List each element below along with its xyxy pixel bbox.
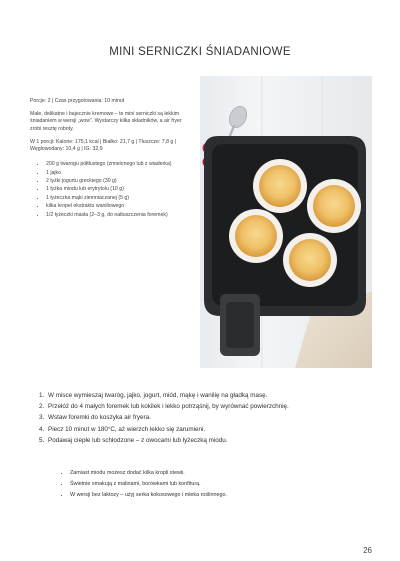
page-number: 26 xyxy=(363,546,372,555)
recipe-info-column xyxy=(30,98,190,220)
recipe-meta: Porcje: 2 | Czas przygotowania: 10 minut xyxy=(30,98,125,104)
ingredient-item: • 1 łyżka miodu lub erytrytolu (10 g) xyxy=(46,186,190,193)
tip-item: • Zamiast miodu możesz dodać kilka kropli stewii. xyxy=(70,468,390,479)
nutrition-info: W 1 porcji: Kalorie: 175,1 kcal | Białko: 21,7 g | Tłuszcze: 7,8 g | Węglowodany: 10,4 g | IG: 32,9 xyxy=(30,138,177,153)
instruction-step: 4. Piecz 10 minut w 180°C, aż wierzch lekko się zarumieni. xyxy=(46,424,396,435)
ingredient-item: • 1 łyżeczka mąki ziemniaczanej (5 g) xyxy=(46,195,190,202)
recipe-photo xyxy=(200,76,372,368)
tip-item: • Świetnie smakują z malinami, borówkami lub konfiturą. xyxy=(70,479,390,490)
instruction-step: 1. W misce wymieszaj twaróg, jajko, jogurt, miód, mąkę i wanilię na gładką masę. xyxy=(46,390,396,401)
ingredient-item: • 200 g twarogu półtłustego (zmielonego lub z wiaderka) xyxy=(46,161,190,168)
tip-item: • W wersji bez laktozy – użyj serka kokosowego i mleka roślinnego. xyxy=(70,490,390,501)
ingredients-list xyxy=(30,161,190,219)
instruction-step: 3. Wstaw foremki do koszyka air fryera. xyxy=(46,412,396,423)
instruction-step: 5. Podawaj ciepłe lub schłodzone – z owocami lub łyżeczką miodu. xyxy=(46,435,396,446)
recipe-title: MINI SERNICZKI ŚNIADANIOWE xyxy=(109,46,291,58)
ingredient-item: • kilka kropel ekstraktu waniliowego xyxy=(46,203,190,210)
recipe-intro: Małe, delikatne i bajecznie kremowe – te mini serniczki są lekkim śniadaniem w wersji „wow”. Wystarczy kilka składników, a air fryer zrobi resztę roboty. xyxy=(30,111,182,132)
ingredient-item: • 2 łyżki jogurtu greckiego (30 g) xyxy=(46,178,190,185)
air-fryer-cheesecakes-image xyxy=(200,76,372,368)
instructions-list xyxy=(26,390,396,446)
instruction-step: 2. Przełóż do 4 małych foremek lub kokilek i lekko potrząśnij, by wyrównać powierzchnię. xyxy=(46,401,396,412)
tips-list xyxy=(56,468,390,501)
ingredient-item: • 1/2 łyżeczki masła (2–3 g, do natłuszczenia foremek) xyxy=(46,212,190,219)
ingredient-item: • 1 jajko xyxy=(46,170,190,177)
